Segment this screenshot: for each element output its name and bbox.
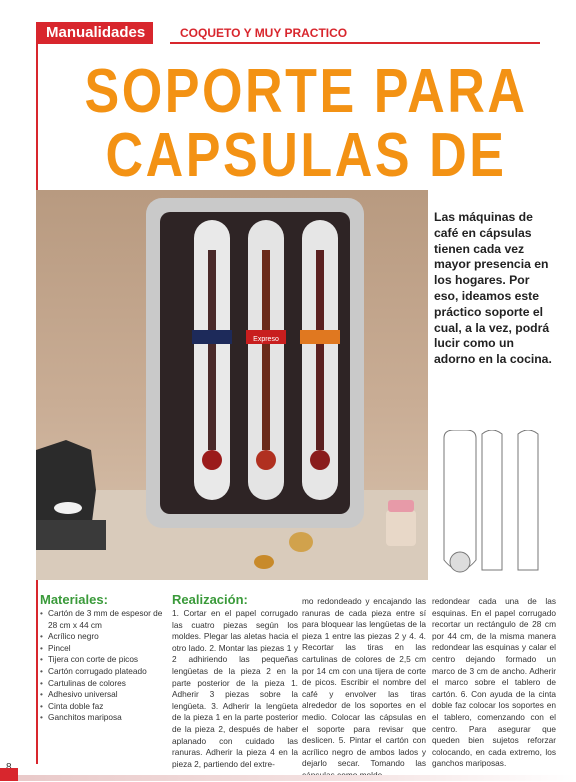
materials-list <box>40 608 168 724</box>
instructions-col-2: mo redondeado y encajando las ranuras de cada pieza entre sí para bloquear las lengüetas de la pieza 1 entre las piezas 2 y 4. 4. Recortar las tiras en las cartulinas de colores de 2,5 cm por 14 cm con una tijera de corte de picos. Escribir el nombre del café y envolver las tiras alrededor de los soportes en el medio. Colocar las cápsulas en el soporte para revisar que deslicen. 5. Pintar el cartón con acrílico negro de ambos lados y dejarlo secar. Tomando las <box>302 596 426 769</box>
intro-text: Las máquinas de café en cápsulas tienen cada vez mayor presencia en los hogares. Por eso, ideamos este práctico soporte el cual, a la vez, podrá lucir como un adorno en la cocina. <box>434 210 552 367</box>
materials-heading: Materiales: <box>40 592 108 607</box>
coffee-machine-base <box>36 520 106 550</box>
material-item: • Acrílico negro <box>40 631 168 643</box>
instructions-col-3: redondear cada una de las esquinas. En el papel corrugado recortar un rectángulo de 28 cm por 44 cm, de la misma manera redondear las esquinas y calar el centro dejando formado un marco de 3 cm de ancho. Adherir el marco sobre el tablero de cartón. 6. Con ayuda de la cinta doble faz colocar los soportes en el tablero, comenzando con el centro. Para asegurar que queden bien sujetos reforzar colocando, en cada extremo, los ganchos mariposas. <box>432 596 556 769</box>
footer-corner <box>0 768 18 781</box>
material-item: • Cartón corrugado plateado <box>40 666 168 678</box>
svg-text:Expreso: Expreso <box>253 336 279 343</box>
title-line-1: SOPORTE PARA <box>84 57 528 126</box>
material-item: • Cartón de 3 mm de espesor de 28 cm x 44 cm <box>40 608 168 631</box>
footer-rule <box>0 775 576 781</box>
coffee-machine <box>36 440 96 530</box>
cup <box>54 502 82 514</box>
section-subtitle: COQUETO Y MUY PRACTICO <box>170 22 540 44</box>
photo-illustration <box>36 190 428 580</box>
section-tag: Manualidades <box>36 22 153 44</box>
instructions-heading: Realización: <box>172 592 248 607</box>
material-item: • Tijera con corte de picos <box>40 654 168 666</box>
material-item: • Pincel <box>40 643 168 655</box>
capsule-gold <box>289 532 313 552</box>
capsule-tubes <box>192 220 340 500</box>
material-item: • Ganchitos mariposa <box>40 712 168 724</box>
mold-sketch <box>436 430 556 580</box>
capsule-amber <box>254 555 274 569</box>
instructions-col-1: 1. Cortar en el papel corrugado las cuatro piezas según los moldes. Plegar las aletas hacia el otro lado. 2. Montar las piezas 1 y 2 adhiriendo las pequeñas lengüetas de la pieza 2 en la parte posterior de la pieza 1. Adherir 3 piezas sobre la lengüeta. 3. Adherir la lengüeta de la pieza 1 en la parte posterior de la pieza 2, después de haber aplanado con cuidado las ranuras. Adherir la pieza 4 en la pieza 2, partiendo del extre- <box>172 608 298 769</box>
material-item: • Cinta doble faz <box>40 701 168 713</box>
pink-cup <box>386 510 416 546</box>
material-item: • Adhesivo universal <box>40 689 168 701</box>
material-item: • Cartulinas de colores <box>40 678 168 690</box>
title-line-2: CAPSULAS DE <box>105 121 507 190</box>
product-photo <box>36 190 428 580</box>
